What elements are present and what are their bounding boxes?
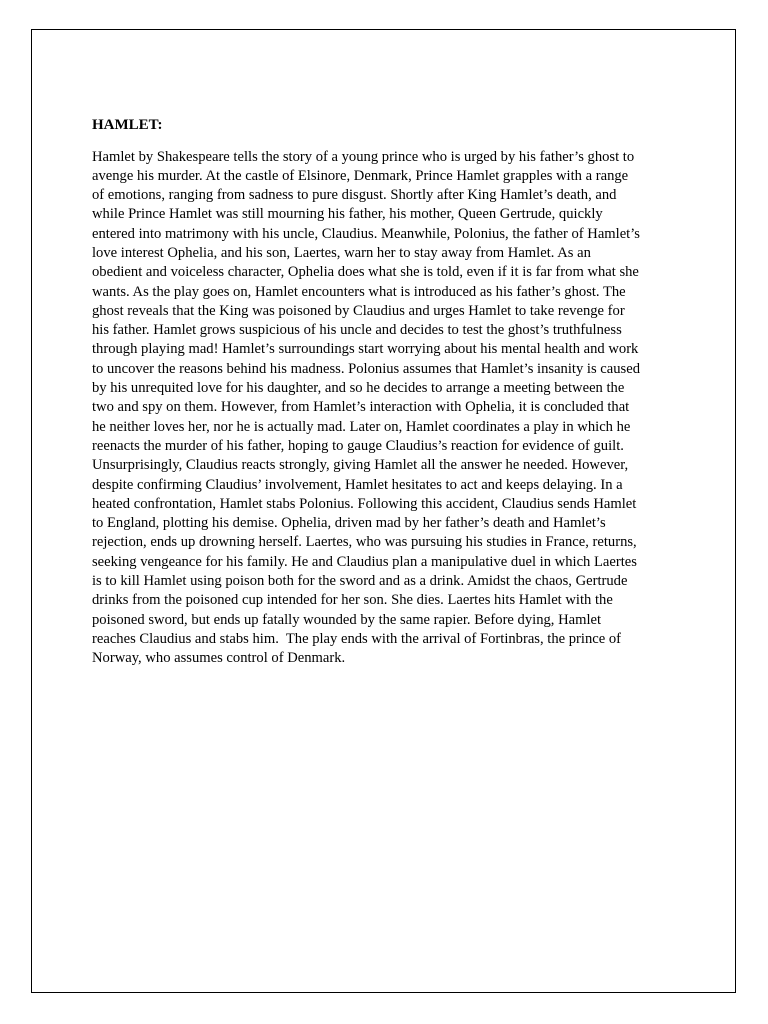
paragraph-line: seeking vengeance for his family. He and Claudius plan a manipulative duel in which Laertes <box>92 553 637 570</box>
paragraph-line: heated confrontation, Hamlet stabs Polonius. Following this accident, Claudius sends Hamlet <box>92 495 637 512</box>
paragraph-line: ghost reveals that the King was poisoned by Claudius and urges Hamlet to take revenge for <box>92 302 625 319</box>
paragraph-line: reenacts the murder of his father, hoping to gauge Claudius’s reaction for evidence of guilt. <box>92 437 624 454</box>
paragraph-line: to England, plotting his demise. Ophelia, driven mad by her father’s death and Hamlet’s <box>92 515 606 532</box>
paragraph-line: reaches Claudius and stabs him. The play ends with the arrival of Fortinbras, the prince of <box>92 630 622 647</box>
paragraph-line: while Prince Hamlet was still mourning his father, his mother, Queen Gertrude, quickly <box>92 206 603 223</box>
paragraph-line: entered into matrimony with his uncle, Claudius. Meanwhile, Polonius, the father of Hamlet’s <box>92 225 640 242</box>
paragraph-line: love interest Ophelia, and his son, Laertes, warn her to stay away from Hamlet. As an <box>92 244 591 261</box>
paragraph-line: to uncover the reasons behind his madness. Polonius assumes that Hamlet’s insanity is caused <box>92 360 640 377</box>
paragraph-line: he neither loves her, nor he is actually mad. Later on, Hamlet coordinates a play in which he <box>92 418 631 435</box>
paragraph-line: Unsurprisingly, Claudius reacts strongly, giving Hamlet all the answer he needed. However, <box>92 457 629 474</box>
document-title: HAMLET: <box>92 117 163 133</box>
paragraph-line: by his unrequited love for his daughter, and so he decides to arrange a meeting between the <box>92 380 625 397</box>
paragraph-line: avenge his murder. At the castle of Elsinore, Denmark, Prince Hamlet grapples with a range <box>92 167 629 184</box>
paragraph-line: rejection, ends up drowning herself. Laertes, who was pursuing his studies in France, returns, <box>92 534 637 551</box>
paragraph-line: despite confirming Claudius’ involvement, Hamlet hesitates to act and keeps delaying. In a <box>92 476 623 493</box>
paragraph-line: Norway, who assumes control of Denmark. <box>92 650 346 667</box>
paragraph-line: his father. Hamlet grows suspicious of his uncle and decides to test the ghost’s truthfulness <box>92 322 622 339</box>
paragraph-line: is to kill Hamlet using poison both for the sword and as a drink. Amidst the chaos, Gertrude <box>92 573 628 590</box>
paragraph-line: wants. As the play goes on, Hamlet encounters what is introduced as his father’s ghost. The <box>92 283 626 300</box>
summary-paragraph <box>92 148 676 669</box>
paragraph-line: of emotions, ranging from sadness to pure disgust. Shortly after King Hamlet’s death, and <box>92 187 617 204</box>
paragraph-line: poisoned sword, but ends up fatally wounded by the same rapier. Before dying, Hamlet <box>92 611 602 628</box>
paragraph-line: through playing mad! Hamlet’s surroundings start worrying about his mental health and work <box>92 341 639 358</box>
paragraph-line: drinks from the poisoned cup intended for her son. She dies. Laertes hits Hamlet with the <box>92 592 613 609</box>
paragraph-line: obedient and voiceless character, Ophelia does what she is told, even if it is far from what she <box>92 264 639 281</box>
paragraph-line: Hamlet by Shakespeare tells the story of a young prince who is urged by his father’s ghost to <box>92 148 635 165</box>
paragraph-line: two and spy on them. However, from Hamlet’s interaction with Ophelia, it is concluded that <box>92 399 630 416</box>
